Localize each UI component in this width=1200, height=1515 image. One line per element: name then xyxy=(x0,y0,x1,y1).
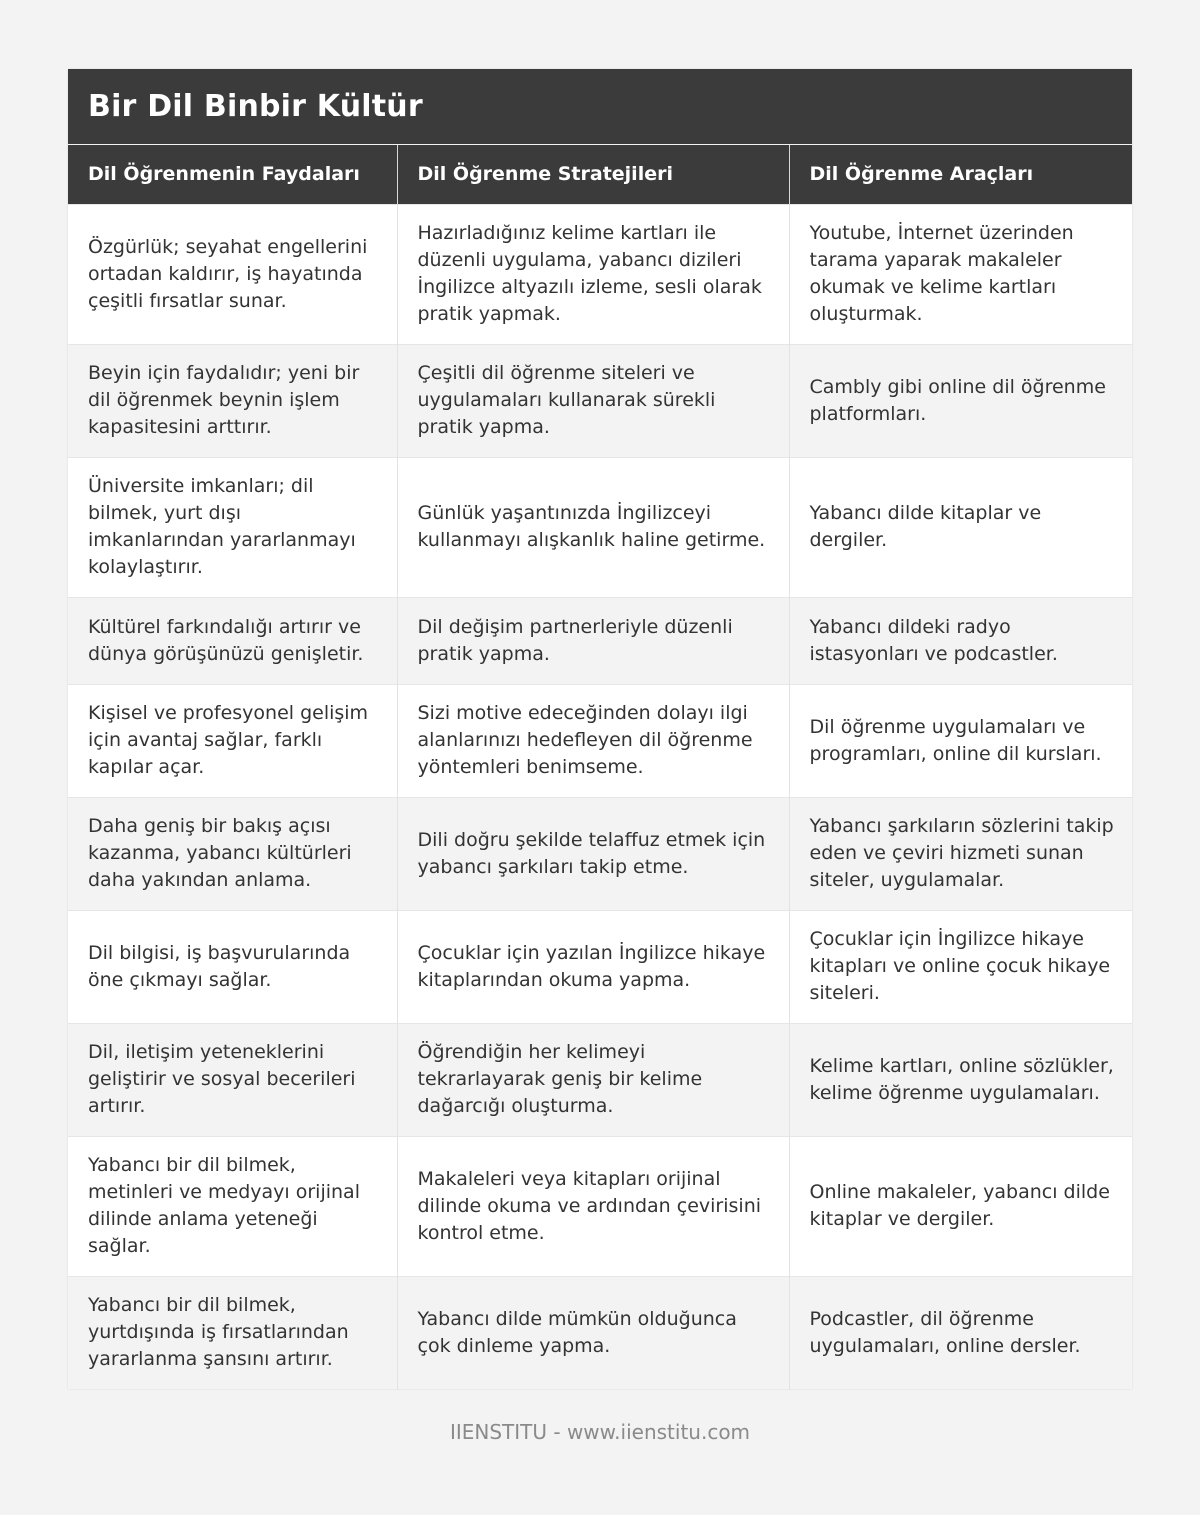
table-cell: Öğrendiğin her kelimeyi tekrarlayarak geniş bir kelime dağarcığı oluşturma. xyxy=(397,1023,789,1136)
table-row xyxy=(68,1023,1132,1136)
table-cell: Çeşitli dil öğrenme siteleri ve uygulamaları kullanarak sürekli pratik yapma. xyxy=(397,344,789,457)
table-row xyxy=(68,1276,1132,1389)
table-cell: Kişisel ve profesyonel gelişim için avantaj sağlar, farklı kapılar açar. xyxy=(68,684,397,797)
table-cell: Üniversite imkanları; dil bilmek, yurt dışı imkanlarından yararlanmayı kolaylaştırır. xyxy=(68,457,397,597)
table-cell: Günlük yaşantınızda İngilizceyi kullanmayı alışkanlık haline getirme. xyxy=(397,457,789,597)
table-row xyxy=(68,457,1132,597)
table-cell: Dil değişim partnerleriyle düzenli pratik yapma. xyxy=(397,597,789,684)
table-cell: Yabancı şarkıların sözlerini takip eden ve çeviri hizmeti sunan siteler, uygulamalar. xyxy=(789,797,1132,910)
table-header-row xyxy=(68,145,1132,204)
table-cell: Youtube, İnternet üzerinden tarama yaparak makaleler okumak ve kelime kartları oluşturmak. xyxy=(789,204,1132,344)
footer-credit: IIENSTITU - www.iienstitu.com xyxy=(449,1420,751,1444)
table-cell: Cambly gibi online dil öğrenme platformları. xyxy=(789,344,1132,457)
table-cell: Beyin için faydalıdır; yeni bir dil öğrenmek beynin işlem kapasitesini arttırır. xyxy=(68,344,397,457)
table-cell: Dil bilgisi, iş başvurularında öne çıkmayı sağlar. xyxy=(68,910,397,1023)
table-row xyxy=(68,910,1132,1023)
table-row xyxy=(68,684,1132,797)
table-cell: Özgürlük; seyahat engellerini ortadan kaldırır, iş hayatında çeşitli fırsatlar sunar. xyxy=(68,204,397,344)
table-cell: Yabancı bir dil bilmek, metinleri ve medyayı orijinal dilinde anlama yeteneği sağlar. xyxy=(68,1136,397,1276)
column-header-tools: Dil Öğrenme Araçları xyxy=(789,145,1132,204)
table-cell: Sizi motive edeceğinden dolayı ilgi alanlarınızı hedefleyen dil öğrenme yöntemleri benimseme. xyxy=(397,684,789,797)
table-cell: Dili doğru şekilde telaffuz etmek için yabancı şarkıları takip etme. xyxy=(397,797,789,910)
table-cell: Dil öğrenme uygulamaları ve programları, online dil kursları. xyxy=(789,684,1132,797)
table-cell: Daha geniş bir bakış açısı kazanma, yabancı kültürleri daha yakından anlama. xyxy=(68,797,397,910)
content-table xyxy=(68,145,1132,1389)
table-cell: Podcastler, dil öğrenme uygulamaları, online dersler. xyxy=(789,1276,1132,1389)
table-cell: Yabancı dilde mümkün olduğunca çok dinleme yapma. xyxy=(397,1276,789,1389)
table-cell: Yabancı bir dil bilmek, yurtdışında iş fırsatlarından yararlanma şansını artırır. xyxy=(68,1276,397,1389)
table-card xyxy=(68,69,1132,1389)
page-title: Bir Dil Binbir Kültür xyxy=(88,89,423,124)
table-row xyxy=(68,797,1132,910)
column-header-strategies: Dil Öğrenme Stratejileri xyxy=(397,145,789,204)
table-cell: Çocuklar için İngilizce hikaye kitapları ve online çocuk hikaye siteleri. xyxy=(789,910,1132,1023)
table-cell: Kelime kartları, online sözlükler, kelime öğrenme uygulamaları. xyxy=(789,1023,1132,1136)
table-cell: Kültürel farkındalığı artırır ve dünya görüşünüzü genişletir. xyxy=(68,597,397,684)
table-row xyxy=(68,204,1132,344)
title-bar xyxy=(68,69,1132,145)
table-row xyxy=(68,1136,1132,1276)
table-row xyxy=(68,597,1132,684)
column-header-benefits: Dil Öğrenmenin Faydaları xyxy=(68,145,397,204)
table-cell: Çocuklar için yazılan İngilizce hikaye kitaplarından okuma yapma. xyxy=(397,910,789,1023)
table-row xyxy=(68,344,1132,457)
table-cell: Makaleleri veya kitapları orijinal dilinde okuma ve ardından çevirisini kontrol etme. xyxy=(397,1136,789,1276)
table-cell: Yabancı dilde kitaplar ve dergiler. xyxy=(789,457,1132,597)
table-cell: Yabancı dildeki radyo istasyonları ve podcastler. xyxy=(789,597,1132,684)
table-cell: Dil, iletişim yeteneklerini geliştirir ve sosyal becerileri artırır. xyxy=(68,1023,397,1136)
table-cell: Online makaleler, yabancı dilde kitaplar ve dergiler. xyxy=(789,1136,1132,1276)
table-cell: Hazırladığınız kelime kartları ile düzenli uygulama, yabancı dizileri İngilizce altyazılı izleme, sesli olarak pratik yapmak. xyxy=(397,204,789,344)
